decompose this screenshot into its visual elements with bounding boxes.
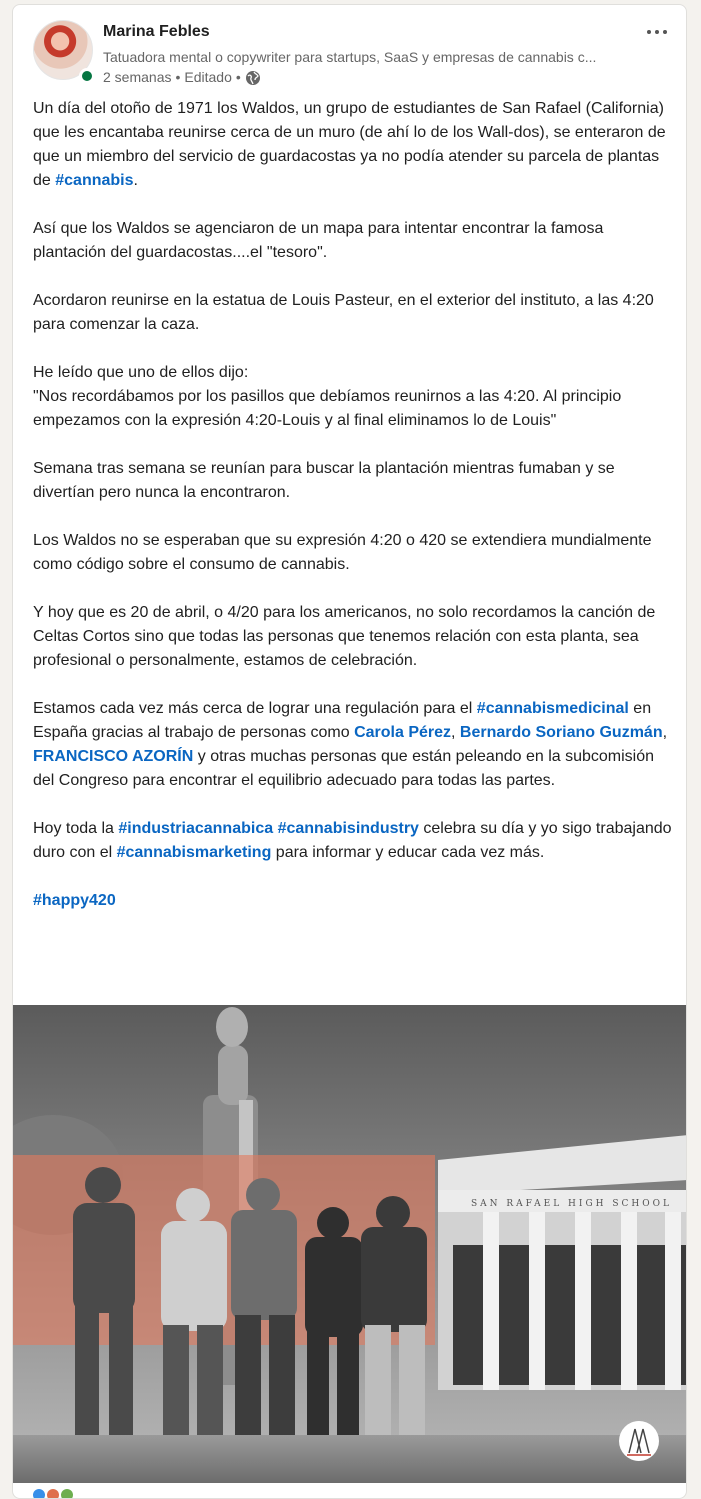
more-options-button[interactable]	[639, 19, 675, 45]
globe-icon	[245, 70, 261, 86]
hashtag-link[interactable]: #cannabismarketing	[116, 844, 272, 861]
paragraph: He leído que uno de ellos dijo: "Nos recordábamos por los pasillos que debíamos reunirnos a las 4:20. Al principio empezamos con la expresión 4:20-Louis y al final eliminamos lo de Louis"	[33, 364, 622, 429]
paragraph: Y hoy que es 20 de abril, o 4/20 para los americanos, no solo recordamos la canción de Celtas Cortos sino que todas las personas que tenemos relación con esta planta, sea profesional o personalmente, estamos de celebración.	[33, 604, 656, 669]
hashtag-link[interactable]: #industriacannabica	[118, 820, 274, 837]
online-status-dot	[79, 68, 95, 84]
paragraph: Semana tras semana se reunían para buscar la plantación mientras fumaban y se divertían pero nunca la encontraron.	[33, 460, 615, 501]
post-meta	[103, 69, 261, 85]
meta-separator: •	[235, 69, 241, 85]
hashtag-link[interactable]: #cannabisindustry	[277, 820, 419, 837]
pen-logo-icon	[619, 1421, 659, 1461]
paragraph: Estamos cada vez más cerca de lograr una regulación para el #cannabismedicinal en España gracias al trabajo de personas como Carola Pérez, Bernardo Soriano Guzmán, FRANCISCO AZORÍN y otras muchas personas que están peleando en la subcomisión del Congreso para encontrar el equilibrio adecuado para todas las partes.	[33, 700, 668, 789]
post-card	[12, 4, 687, 1499]
school-building	[438, 1135, 687, 1390]
paragraph: Un día del otoño de 1971 los Waldos, un grupo de estudiantes de San Rafael (California) que les encantaba reunirse cerca de un muro (de ahí lo de los Wall-dos), se enteraron de que un miembro del servicio de guardacostas ya no podía atender su parcela de plantas de #cannabis.	[33, 100, 666, 189]
support-reaction-icon	[61, 1489, 73, 1499]
celebrate-reaction-icon	[47, 1489, 59, 1499]
ellipsis-icon	[647, 30, 651, 34]
like-reaction-icon	[33, 1489, 45, 1499]
hashtag-link[interactable]: #cannabismedicinal	[476, 700, 629, 717]
hashtag-link[interactable]: #cannabis	[55, 172, 134, 189]
post-text	[33, 97, 673, 913]
post-time: 2 semanas	[103, 69, 172, 85]
post-image[interactable]	[13, 1005, 687, 1483]
paragraph: Acordaron reunirse en la estatua de Louis Pasteur, en el exterior del instituto, a las 4:20 para comenzar la caza.	[33, 292, 654, 333]
post-edited: Editado	[184, 69, 232, 85]
post-header	[13, 5, 686, 95]
meta-separator: •	[175, 69, 181, 85]
author-name[interactable]: Marina Febles	[103, 23, 210, 40]
ground	[13, 1435, 687, 1483]
paragraph: Hoy toda la #industriacannabica #cannabisindustry celebra su día y yo sigo trabajando duro con el #cannabismarketing para informar y educar cada vez más.	[33, 820, 672, 861]
building-sign: SAN RAFAEL HIGH SCHOOL	[471, 1199, 672, 1209]
paragraph	[33, 889, 673, 913]
paragraph: Así que los Waldos se agenciaron de un mapa para intentar encontrar la famosa plantación del guardacostas....el "tesoro".	[33, 220, 604, 261]
mention-link[interactable]: FRANCISCO AZORÍN	[33, 748, 194, 765]
paragraph: Los Waldos no se esperaban que su expresión 4:20 o 420 se extendiera mundialmente como código sobre el consumo de cannabis.	[33, 532, 652, 573]
reactions-summary[interactable]	[33, 1489, 73, 1499]
hashtag-link[interactable]: #happy420	[33, 892, 116, 909]
mention-link[interactable]: Bernardo Soriano Guzmán	[459, 724, 663, 741]
mention-link[interactable]: Carola Pérez	[354, 724, 452, 741]
author-headline: Tatuadora mental o copywriter para startups, SaaS y empresas de cannabis c...	[103, 49, 597, 65]
